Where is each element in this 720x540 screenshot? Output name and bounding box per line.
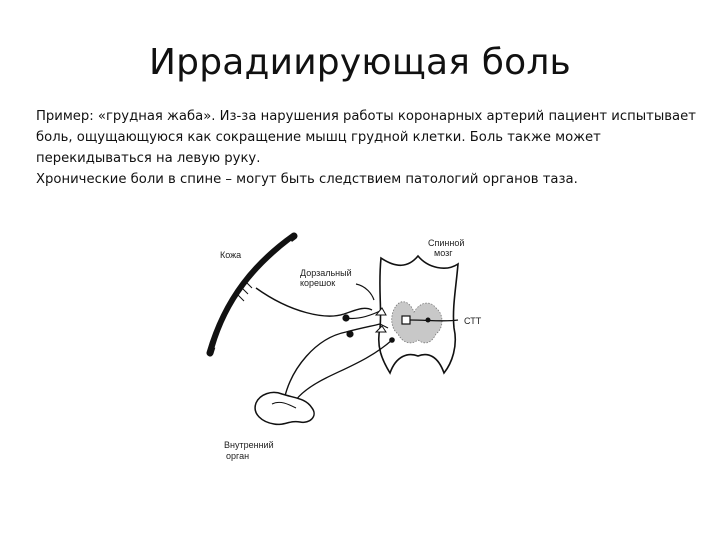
grey-matter <box>392 302 442 343</box>
ganglion-cell-2 <box>346 330 353 337</box>
label-organ-1: Внутренний <box>224 440 274 450</box>
internal-organ <box>255 392 314 424</box>
visceral-afferent <box>284 324 380 400</box>
paragraph-back-pain: Хронические боли в спине – могут быть следствием патологий органов таза. <box>36 172 578 187</box>
stt-tract <box>410 320 458 321</box>
label-spinal-cord-1: Спинной <box>428 238 465 248</box>
paragraph-angina: Пример: «грудная жаба». Из-за нарушения работы коронарных артерий пациент испытывает боль, ощущающуюся как сокращение мышц грудной клетки. Боль также может перекидываться на левую руку. <box>36 109 696 166</box>
referred-pain-diagram <box>196 228 516 478</box>
ventral-root <box>292 340 392 406</box>
label-dorsal-root-1: Дорзальный <box>300 268 352 278</box>
body-text <box>36 106 696 190</box>
label-skin: Кожа <box>220 250 242 260</box>
skin-afferent <box>256 288 344 316</box>
slide-title: Иррадиирующая боль <box>149 42 571 83</box>
label-stt: СТТ <box>464 316 482 326</box>
label-organ-2: орган <box>226 451 250 461</box>
central-canal <box>402 316 410 324</box>
label-spinal-cord-2: мозг <box>434 248 453 258</box>
label-dorsal-root-2: корешок <box>300 278 336 288</box>
